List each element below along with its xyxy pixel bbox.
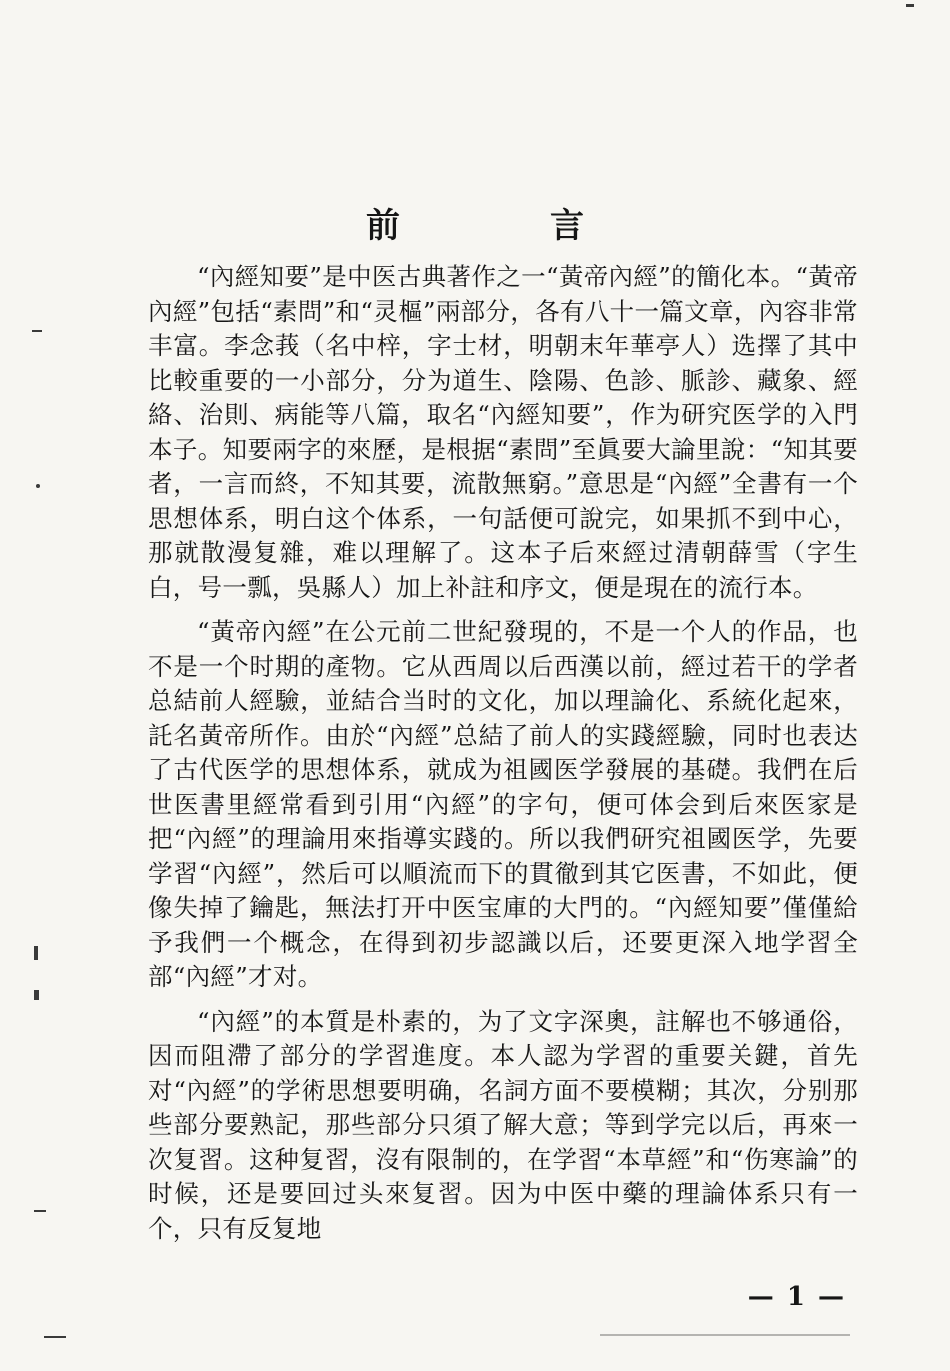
scan-mark bbox=[34, 946, 38, 960]
scan-mark bbox=[600, 1334, 850, 1336]
paragraph: “內經”的本質是朴素的，为了文字深奧，註解也不够通俗，因而阻滯了部分的学習進度。本人認为学習的重要关鍵，首先对“內經”的学術思想要明确，名詞方面不要模糊；其次，分别那些部分要熟記，那些部分只須了解大意；等到学完以后，再來一次复習。这种复習，沒有限制的，在学習“本草經”和“伤寒論”的时候，还是要回过头來复習。因为中医中藥的理論体系只有一个，只有反复地 bbox=[148, 1006, 858, 1243]
scan-mark bbox=[36, 484, 40, 488]
scan-mark bbox=[44, 1336, 66, 1338]
scan-mark bbox=[906, 4, 914, 7]
scan-mark bbox=[34, 1210, 46, 1212]
page-title: 前 言 bbox=[366, 206, 642, 246]
body-text bbox=[148, 260, 858, 1256]
paragraph: “黃帝內經”在公元前二世紀發現的，不是一个人的作品，也不是一个时期的產物。它从西周以后西漢以前，經过若干的学者总結前人經驗，並結合当时的文化，加以理論化、系統化起來，託名黃帝所作。由於“內經”总結了前人的实踐經驗，同时也表达了古代医学的思想体系，就成为祖國医学發展的基礎。我們在后世医書里經常看到引用“內經”的字句，便可体会到后來医家是把“內經”的理論用來指導实踐的。所以我們研究祖國医学，先要学習“內經”，然后可以順流而下的貫徹到其它医書，不如此，便像失掉了鑰匙，無法打开中医宝庫的大門的。“內經知要”僅僅給予我們一个概念，在得到初步認識以后，还要更深入地学習全部“內經”才对。 bbox=[148, 617, 858, 991]
scan-mark bbox=[32, 330, 42, 332]
page-number: — 1 — bbox=[747, 1282, 846, 1312]
paragraph: “內經知要”是中医古典著作之一“黃帝內經”的簡化本。“黃帝內經”包括“素問”和“灵樞”兩部分，各有八十一篇文章，內容非常丰富。李念莪（名中梓，字士材，明朝末年華亭人）选擇了其中比較重要的一小部分，分为道生、陰陽、色診、脈診、藏象、經絡、治則、病能等八篇，取名“內經知要”，作为研究医学的入門本子。知要兩字的來歷，是根据“素問”至眞要大論里說：“知其要者，一言而終，不知其要，流散無窮。”意思是“內經”全書有一个思想体系，明白这个体系，一句話便可說完，如果抓不到中心，那就散漫复雜，难以理解了。这本子后來經过清朝薛雪（字生白，号一瓢，吳縣人）加上补註和序文，便是現在的流行本。 bbox=[148, 262, 858, 602]
scan-mark bbox=[34, 990, 39, 1000]
